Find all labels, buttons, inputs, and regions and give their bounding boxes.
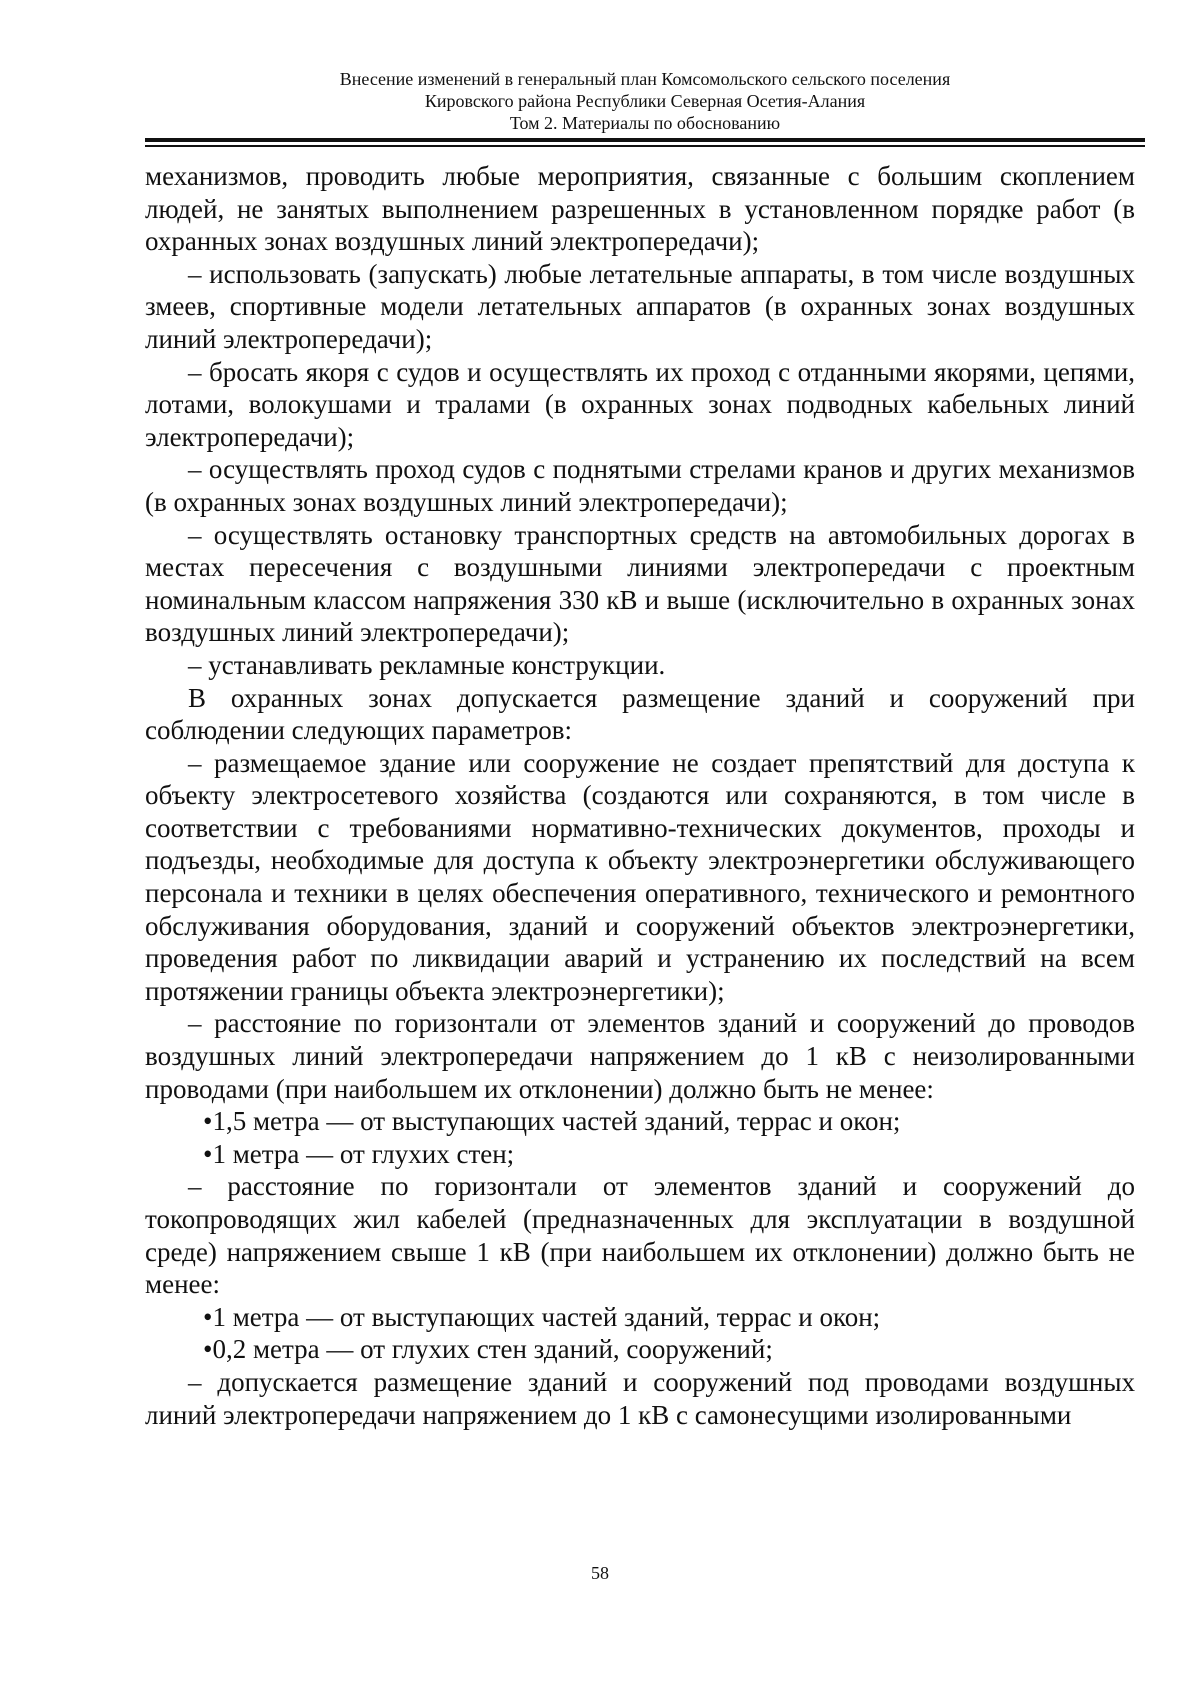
list-item: – осуществлять проход судов с поднятыми стрелами кранов и других механизмов (в охранных зонах воздушных линий электропередачи); bbox=[145, 454, 1135, 517]
page-number: 58 bbox=[591, 1563, 609, 1583]
list-item: – размещаемое здание или сооружение не создает препятствий для доступа к объекту электросетевого хозяйства (создаются или сохраняются, в том числе в соответствии с требованиями нормативно-технических документов, проходы и подъезды, необходимые для доступа к объекту электроэнергетики обслуживающего персонала и техники в целях обеспечения оперативного, технического и ремонтного обслуживания оборудования, зданий и сооружений объектов электроэнергетики, проведения работ по ликвидации аварий и устранению их последствий на всем протяжении границы объекта электроэнергетики); bbox=[145, 747, 1135, 1006]
list-item: – осуществлять остановку транспортных средств на автомобильных дорогах в местах пересечения с воздушными линиями электропередачи с проектным номинальным классом напряжения 330 кВ и выше (исключительно в охранных зонах воздушных линий электропередачи); bbox=[145, 519, 1135, 648]
list-item: – устанавливать рекламные конструкции. bbox=[188, 649, 666, 680]
header-line-3: Том 2. Материалы по обоснованию bbox=[509, 113, 781, 133]
paragraph: В охранных зонах допускается размещение зданий и сооружений при соблюдении следующих параметров: bbox=[145, 682, 1135, 746]
paragraph: механизмов, проводить любые мероприятия, связанные с большим скоплением людей, не занятых выполнением разрешенных в установленном порядке работ (в охранных зонах воздушных линий электропередачи); bbox=[145, 161, 1135, 257]
header-line-2: Кировского района Республики Северная Осетия-Алания bbox=[424, 91, 866, 111]
list-item: – расстояние по горизонтали от элементов зданий и сооружений до токопроводящих жил кабелей (предназначенных для эксплуатации в воздушной среде) напряжением свыше 1 кВ (при наибольшем их отклонении) должно быть не менее: bbox=[145, 1171, 1135, 1300]
bullet-item: •1 метра — от глухих стен; bbox=[203, 1138, 515, 1169]
list-item: – бросать якоря с судов и осуществлять их проход с отданными якорями, цепями, лотами, волокушами и тралами (в охранных зонах подводных кабельных линий электропередачи); bbox=[145, 356, 1135, 452]
header-line-1: Внесение изменений в генеральный план Комсомольского сельского поселения bbox=[339, 69, 951, 89]
list-item: – использовать (запускать) любые летательные аппараты, в том числе воздушных змеев, спортивные модели летательных аппаратов (в охранных зонах воздушных линий электропередачи); bbox=[145, 258, 1135, 354]
list-item: – допускается размещение зданий и сооружений под проводами воздушных линий электропередачи напряжением до 1 кВ с самонесущими изолированными bbox=[145, 1366, 1135, 1430]
bullet-item: •0,2 метра — от глухих стен зданий, сооружений; bbox=[203, 1334, 773, 1365]
running-header bbox=[145, 68, 1145, 134]
bullet-item: •1,5 метра — от выступающих частей зданий, террас и окон; bbox=[203, 1106, 901, 1137]
header-rule-thick bbox=[145, 138, 1145, 142]
document-body bbox=[145, 160, 1135, 1431]
bullet-item: •1 метра — от выступающих частей зданий, террас и окон; bbox=[203, 1301, 881, 1332]
list-item: – расстояние по горизонтали от элементов зданий и сооружений до проводов воздушных линий электропередачи напряжением до 1 кВ с неизолированными проводами (при наибольшем их отклонении) должно быть не менее: bbox=[145, 1008, 1135, 1104]
header-rule-thin bbox=[145, 145, 1145, 147]
